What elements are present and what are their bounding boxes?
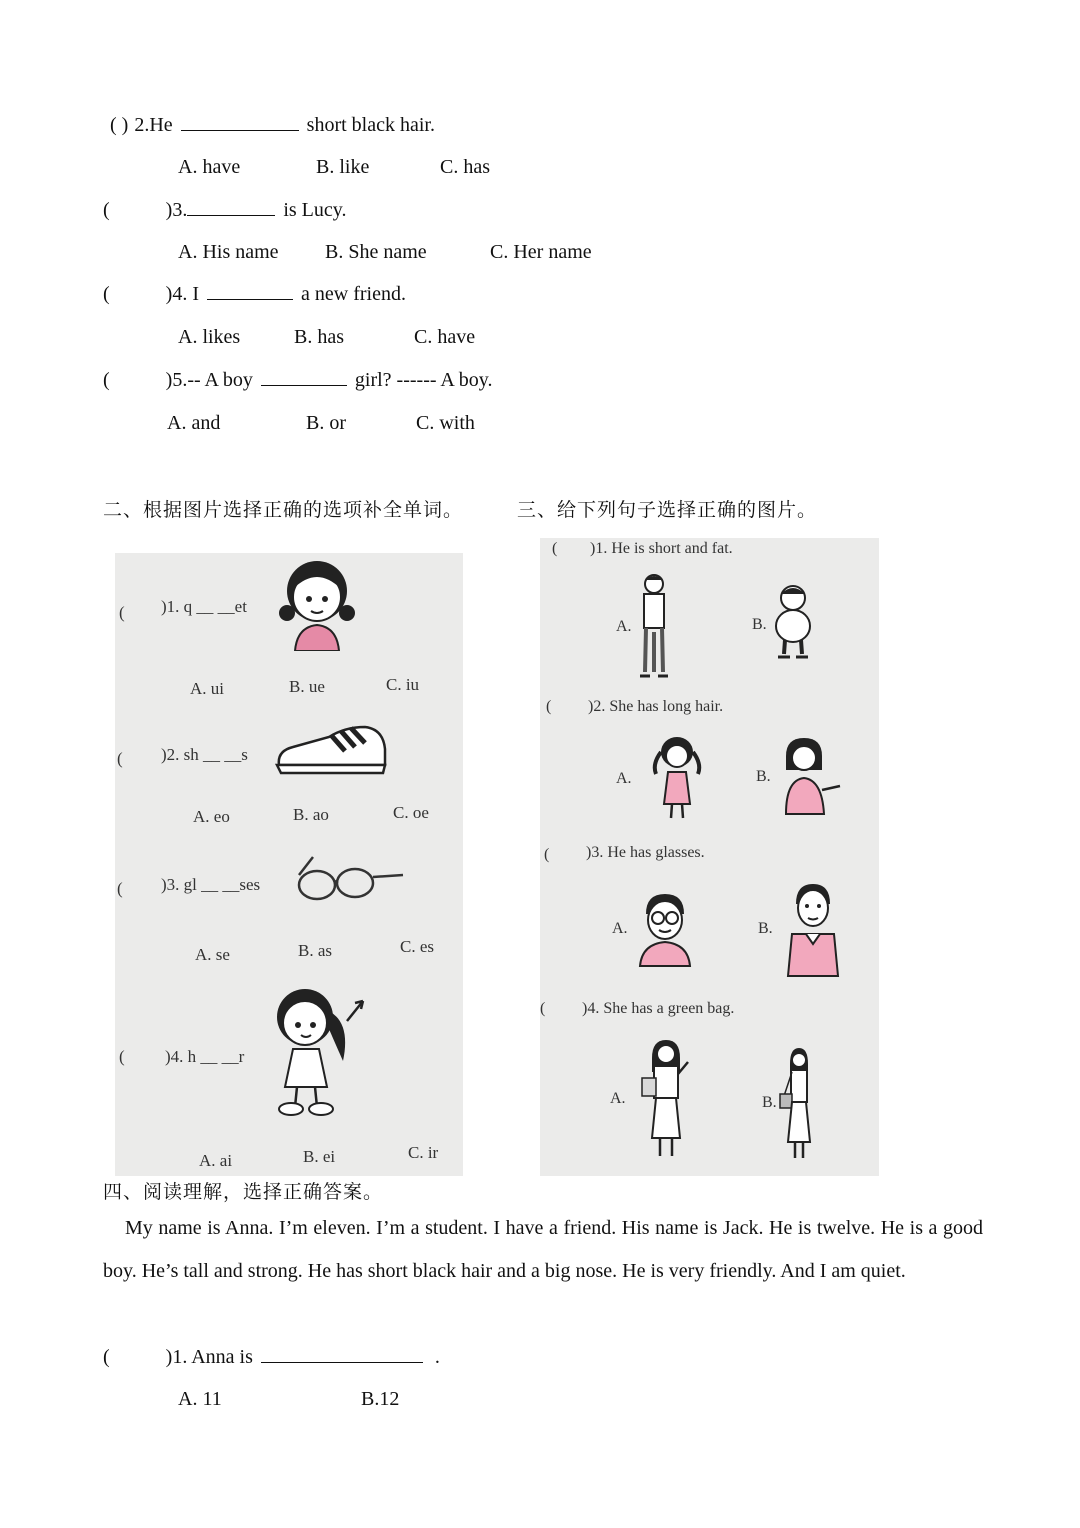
item-text: )1. He is short and fat. [590, 540, 733, 557]
option-b[interactable]: B. ei [303, 1147, 336, 1166]
answer-paren-close[interactable]: ) [165, 369, 173, 391]
answer-paren[interactable]: ( [540, 1000, 546, 1017]
option-b[interactable]: B.12 [361, 1388, 400, 1410]
answer-paren-open[interactable]: ( [103, 199, 110, 221]
glasses-icon [293, 853, 407, 911]
question-text: girl? ------ A boy. [354, 369, 493, 391]
question-text: . [434, 1346, 440, 1368]
answer-paren[interactable]: ( ) [110, 114, 129, 136]
question-4 [103, 283, 406, 306]
option-a[interactable]: A. ai [199, 1151, 233, 1170]
option-a[interactable]: A. His name [178, 241, 279, 263]
answer-paren[interactable]: ( [117, 749, 123, 768]
option-a[interactable]: A. likes [178, 326, 241, 348]
option-b[interactable]: B. as [298, 941, 332, 960]
option-c[interactable]: C. have [414, 326, 476, 348]
option-b[interactable]: B. She name [325, 241, 427, 263]
answer-paren[interactable]: ( [119, 603, 125, 622]
no-glasses-man-icon [780, 880, 846, 978]
question-text: short black hair. [306, 114, 435, 136]
section-heading-4: 四、阅读理解，选择正确答案。 [103, 1181, 384, 1203]
green-bag-woman-icon [640, 1038, 696, 1162]
answer-blank[interactable] [207, 298, 293, 300]
shoulder-bag-woman-icon [778, 1046, 820, 1164]
question-2 [110, 114, 435, 137]
answer-blank[interactable] [261, 1361, 423, 1363]
section-heading-2: 二、根据图片选择正确的选项补全单词。 [103, 499, 464, 521]
question-text: a new friend. [301, 283, 406, 305]
answer-paren-close[interactable]: ) [165, 283, 173, 305]
photo-word-completion [115, 553, 463, 1176]
glasses-man-icon [632, 890, 698, 968]
photo-picture-choice [540, 538, 879, 1176]
girl-icon [277, 555, 357, 651]
reading-question-1 [103, 1346, 440, 1369]
question-number: 1. Anna is [172, 1346, 253, 1368]
answer-paren-open[interactable]: ( [103, 369, 110, 391]
question-5 [103, 369, 492, 392]
option-c[interactable]: C. Her name [490, 241, 592, 263]
long-hair-girl-icon [648, 734, 706, 824]
question-3 [103, 199, 346, 222]
question-number: 4. I [172, 283, 200, 305]
option-a[interactable]: A. have [178, 156, 241, 178]
answer-paren-open[interactable]: ( [103, 283, 110, 305]
answer-paren[interactable]: ( [552, 540, 558, 557]
item-text: )1. q __ __et [161, 597, 247, 616]
option-c[interactable]: C. with [416, 412, 475, 434]
option-c[interactable]: C. iu [386, 675, 420, 694]
item-text: )4. h __ __r [165, 1047, 245, 1066]
option-b-label[interactable]: B. [762, 1094, 777, 1111]
option-b[interactable]: B. has [294, 326, 344, 348]
item-text: )4. She has a green bag. [582, 1000, 735, 1017]
option-a-label[interactable]: A. [616, 770, 632, 787]
answer-paren[interactable]: ( [119, 1047, 125, 1066]
option-b-label[interactable]: B. [752, 616, 767, 633]
option-b-label[interactable]: B. [756, 768, 771, 785]
answer-paren-close[interactable]: ) [165, 1346, 173, 1368]
option-c[interactable]: C. has [440, 156, 490, 178]
short-hair-girl-icon [772, 734, 844, 820]
answer-paren-open[interactable]: ( [103, 1346, 110, 1368]
question-text: is Lucy. [283, 199, 347, 221]
option-b[interactable]: B. ue [289, 677, 325, 696]
question-number: 3. [172, 199, 188, 221]
question-number: 5.-- A boy [172, 369, 253, 391]
answer-paren[interactable]: ( [546, 698, 552, 715]
option-b-label[interactable]: B. [758, 920, 773, 937]
option-c[interactable]: C. es [400, 937, 434, 956]
section-heading-3: 三、给下列句子选择正确的图片。 [517, 499, 818, 521]
option-a-label[interactable]: A. [612, 920, 628, 937]
hair-girl-icon [265, 983, 369, 1117]
option-a-label[interactable]: A. [610, 1090, 626, 1107]
answer-paren-close[interactable]: ) [165, 199, 173, 221]
item-text: )3. He has glasses. [586, 844, 705, 861]
option-c[interactable]: C. ir [408, 1143, 439, 1162]
option-a-label[interactable]: A. [616, 618, 632, 635]
question-number: 2.He [134, 114, 173, 136]
answer-blank[interactable] [187, 214, 275, 216]
option-a[interactable]: A. eo [193, 807, 230, 826]
option-b[interactable]: B. like [316, 156, 370, 178]
option-a[interactable]: A. and [167, 412, 221, 434]
option-b[interactable]: B. or [306, 412, 346, 434]
item-text: )2. sh __ __s [161, 745, 248, 764]
item-text: )2. She has long hair. [588, 698, 724, 715]
item-text: )3. gl __ __ses [161, 875, 261, 894]
option-a[interactable]: A. ui [190, 679, 224, 698]
reading-passage: My name is Anna. I’m eleven. I’m a student. I have a friend. His name is Jack. He is twelve. He is a good boy. He’s tall and strong. He has short black hair and a big nose. He is very friendly. And I am quiet. [103, 1217, 983, 1282]
answer-blank[interactable] [261, 384, 347, 386]
answer-paren[interactable]: ( [117, 879, 123, 898]
option-b[interactable]: B. ao [293, 805, 329, 824]
option-a[interactable]: A. 11 [178, 1388, 222, 1410]
answer-blank[interactable] [181, 129, 299, 131]
answer-paren[interactable]: ( [544, 846, 550, 863]
shoe-icon [273, 721, 389, 777]
short-fat-boy-icon [770, 584, 816, 662]
tall-thin-boy-icon [634, 572, 674, 682]
option-a[interactable]: A. se [195, 945, 230, 964]
option-c[interactable]: C. oe [393, 803, 429, 822]
